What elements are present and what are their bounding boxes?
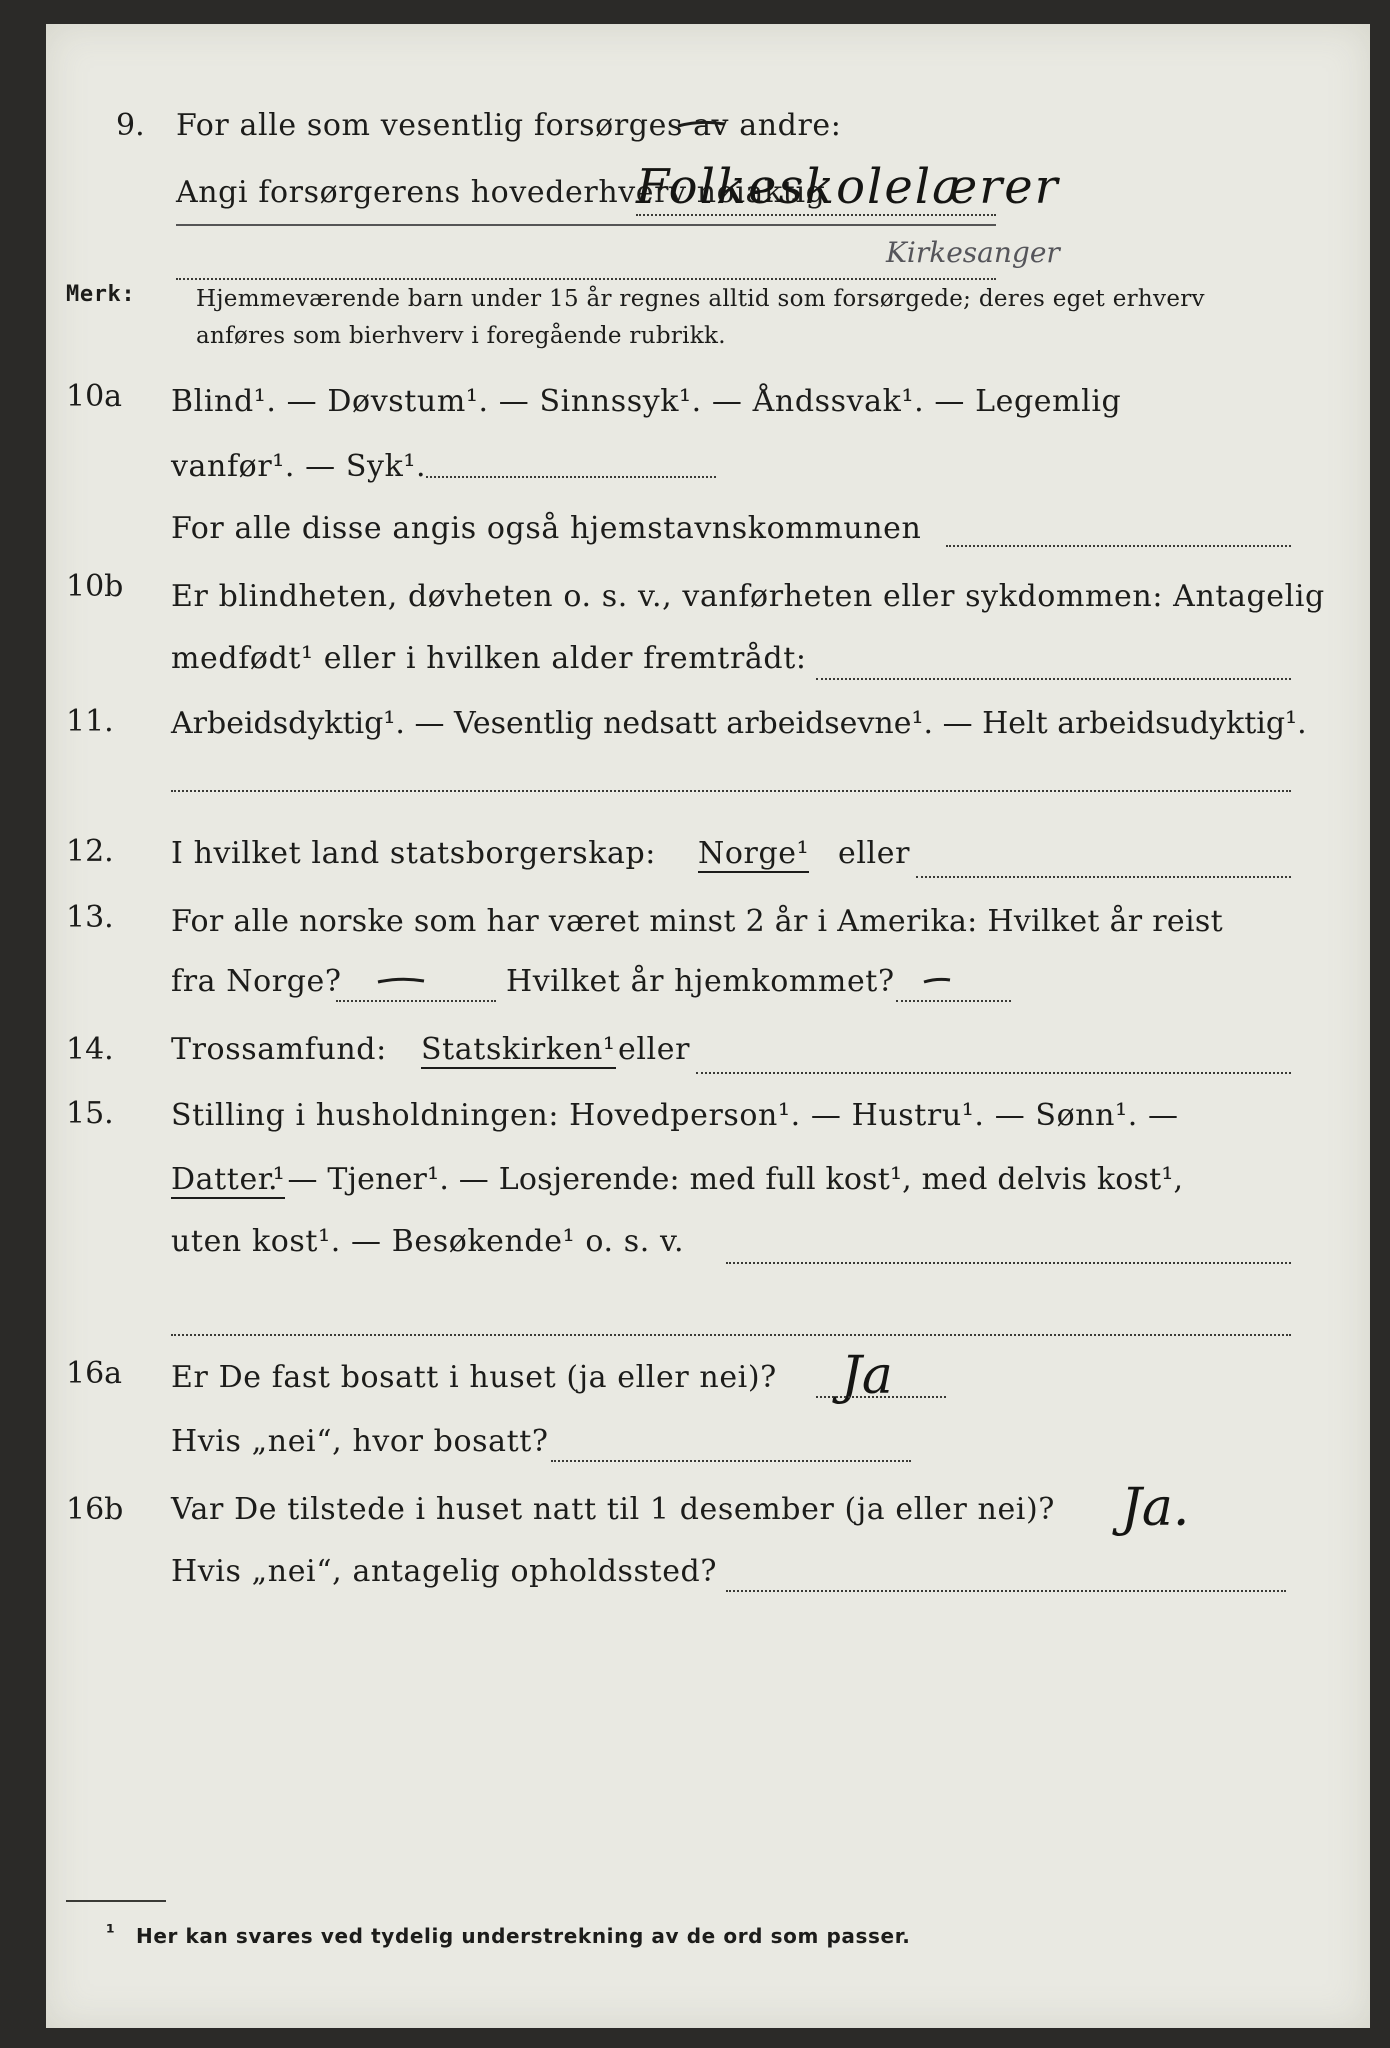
- q11-line1: Arbeidsdyktig¹. — Vesentlig nedsatt arbeidsevne¹. — Helt arbeidsudyktig¹.: [171, 706, 1307, 741]
- footnote-mark: ¹: [106, 1920, 116, 1944]
- q12-post: eller: [838, 836, 911, 871]
- q14-underlined: Statskirken¹: [421, 1032, 616, 1067]
- q16a-number: 16a: [66, 1356, 123, 1391]
- dash-mark: [376, 976, 426, 986]
- q16a-line1: Er De fast bosatt i huset (ja eller nei)?: [171, 1360, 777, 1395]
- q10a-line2: vanfør¹. — Syk¹.: [171, 449, 427, 484]
- q10a-line3: For alle disse angis også hjemstavnskommunen: [171, 511, 922, 546]
- q12-underlined: Norge¹: [698, 836, 810, 871]
- q15-line3: uten kost¹. — Besøkende¹ o. s. v.: [171, 1224, 685, 1259]
- q14-pre: Trossamfund:: [171, 1032, 387, 1067]
- merk-line1: Hjemmeværende barn under 15 år regnes alltid som forsørgede; deres eget erhverv: [196, 286, 1205, 312]
- q9-answer-handwriting: Folkeskolelærer: [636, 159, 1060, 215]
- q16b-line2: Hvis „nei“, antagelig opholdssted?: [171, 1554, 718, 1589]
- q14-post: eller: [618, 1032, 691, 1067]
- q9-number: 9.: [116, 108, 145, 143]
- q13-number: 13.: [66, 900, 114, 935]
- q10a-number: 10a: [66, 379, 123, 414]
- merk-line2: anføres som bierhverv i foregående rubrikk.: [196, 323, 726, 349]
- q15-line1: Stilling i husholdningen: Hovedperson¹. — Hustru¹. — Sønn¹. —: [171, 1098, 1179, 1133]
- q9-answer2-handwriting: Kirkesanger: [886, 236, 1060, 269]
- q13-line2b: Hvilket år hjemkommet?: [506, 964, 895, 999]
- q10b-number: 10b: [66, 569, 124, 604]
- q15-line2: . — Tjener¹. — Losjerende: med full kost¹, med delvis kost¹,: [268, 1162, 1184, 1197]
- q16b-line1: Var De tilstede i huset natt til 1 desember (ja eller nei)?: [171, 1492, 1055, 1527]
- q16a-answer-handwriting: Ja: [841, 1346, 893, 1406]
- q13-line2a: fra Norge?: [171, 964, 342, 999]
- census-form-page: [46, 24, 1370, 2028]
- q16b-number: 16b: [66, 1492, 124, 1527]
- q10a-line1: Blind¹. — Døvstum¹. — Sinnssyk¹. — Åndssvak¹. — Legemlig: [171, 384, 1122, 419]
- q10b-line1: Er blindheten, døvheten o. s. v., vanførheten eller sykdommen: Antagelig: [171, 579, 1325, 614]
- q10b-line2: medfødt¹ eller i hvilken alder fremtrådt:: [171, 641, 807, 676]
- q12-number: 12.: [66, 834, 114, 869]
- merk-label: Merk:: [66, 282, 136, 307]
- q9-line1: For alle som vesentlig forsørges av andre:: [176, 108, 842, 143]
- q16b-answer-handwriting: Ja.: [1121, 1478, 1190, 1538]
- q16a-line2: Hvis „nei“, hvor bosatt?: [171, 1424, 549, 1459]
- footnote-rule: [66, 1900, 166, 1902]
- footnote-text: Her kan svares ved tydelig understrekning av de ord som passer.: [136, 1924, 911, 1948]
- dash-mark: [676, 120, 726, 130]
- q12-pre: I hvilket land statsborgerskap:: [171, 836, 656, 871]
- q9-line2: Angi forsørgerens hovederhverv nøiaktig: [176, 175, 826, 210]
- dash-mark: [922, 976, 952, 986]
- q14-number: 14.: [66, 1032, 114, 1067]
- q15-underlined: Datter¹: [171, 1162, 286, 1197]
- q15-number: 15.: [66, 1096, 114, 1131]
- q13-line1: For alle norske som har været minst 2 år i Amerika: Hvilket år reist: [171, 904, 1223, 939]
- q11-number: 11.: [66, 704, 114, 739]
